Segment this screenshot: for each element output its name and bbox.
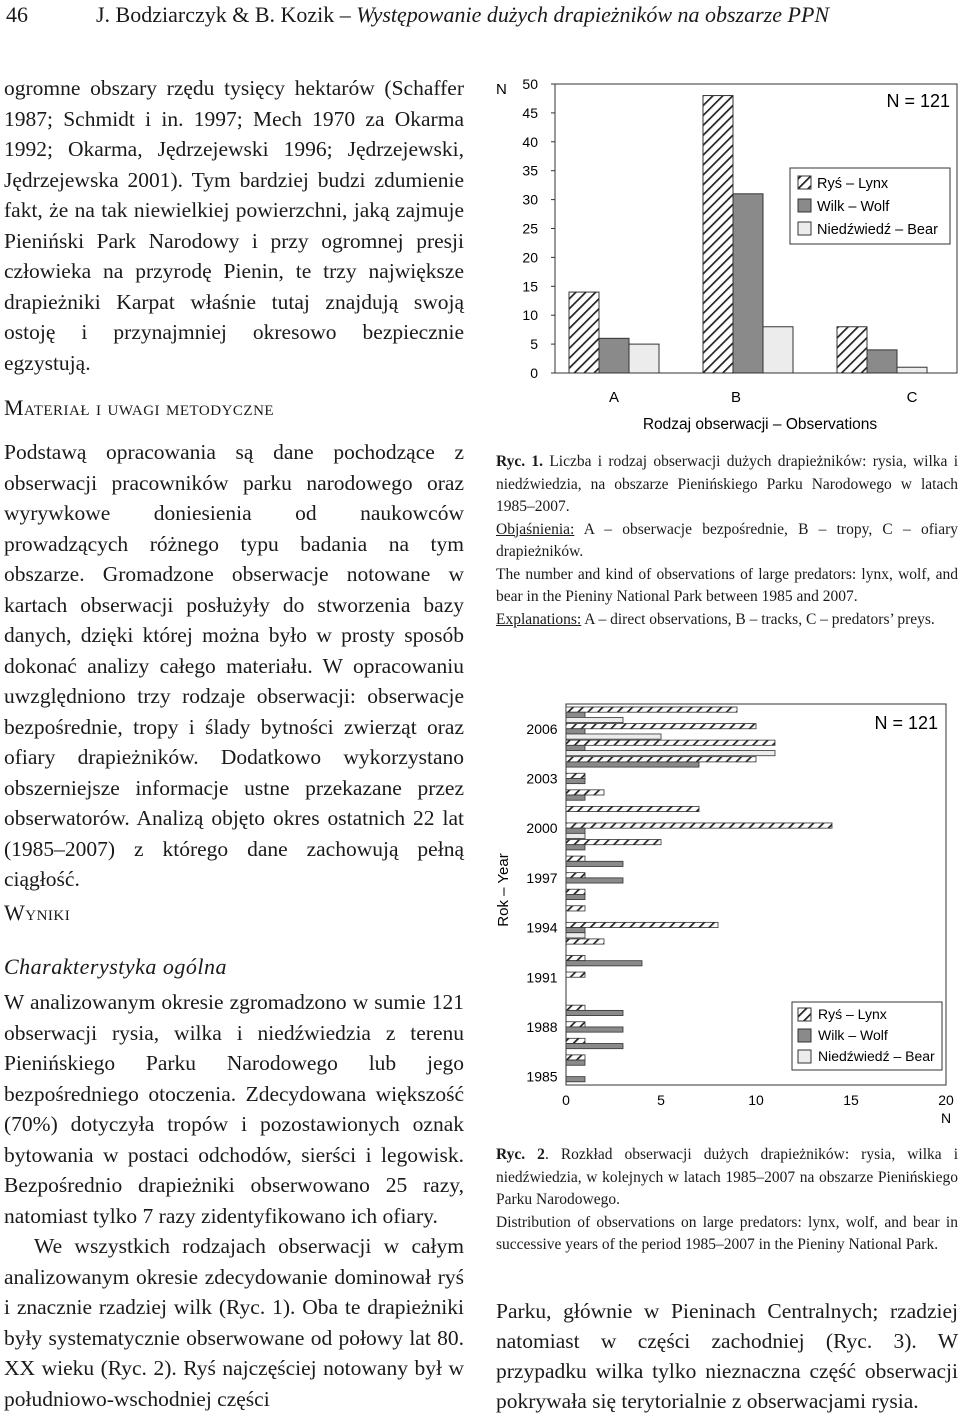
y-tick-label: 35 — [522, 162, 538, 179]
bar — [566, 795, 585, 800]
bar — [566, 751, 775, 756]
x-tick-label: 20 — [938, 1092, 954, 1108]
bar — [566, 762, 699, 767]
y-tick-label: 1997 — [526, 869, 558, 886]
bar — [566, 1010, 623, 1015]
bar — [566, 1022, 585, 1027]
bar — [566, 933, 585, 938]
bar — [566, 778, 585, 783]
bar — [566, 878, 623, 883]
legend-swatch — [798, 199, 811, 212]
bar — [599, 338, 629, 373]
y-tick-label: 2006 — [526, 720, 558, 737]
x-axis-label: N — [940, 1110, 952, 1126]
bar — [566, 745, 585, 750]
bar — [867, 350, 897, 373]
bar — [566, 707, 737, 712]
left-column-block-2 — [4, 437, 464, 895]
running-title-text: Występowanie dużych drapieżników na obszarze PPN — [356, 2, 830, 27]
left-column-block-1 — [4, 73, 464, 378]
section-heading-results — [4, 898, 464, 929]
legend-label: Ryś – Lynx — [817, 176, 889, 192]
chart-title: N = 121 — [874, 713, 938, 733]
legend-label: Wilk – Wolf — [818, 1027, 888, 1043]
bar — [566, 840, 661, 845]
x-axis-label: Rodzaj obserwacji – Observations — [642, 416, 878, 433]
bar — [566, 861, 623, 866]
y-tick-label: 1994 — [526, 919, 558, 936]
heading-methods: Materiał i uwagi metodyczne — [4, 395, 275, 420]
bar — [566, 1038, 585, 1043]
y-tick-label: 45 — [522, 104, 538, 121]
bar — [837, 327, 867, 373]
legend-swatch — [798, 176, 811, 189]
section-heading-methods — [4, 393, 464, 424]
paragraph-intro: ogromne obszary rzędu tysięcy hektarów (Schaffer 1987; Schmidt i in. 1997; Mech 1970 za Okarma 1992; Okarma, Jędrzejewski 1996; Jędrzejewski, Jędrzejewska 2001). Tym bardziej budzi zdumienie fakt, że na tak niewielkiej powierzchni, jaką zajmuje Pieniński Park Narodowy i przy ogromnej presji człowieka na przyrodę Pienin, te trzy największe drapieżniki Karpat właśnie tutaj znajdują swoją ostoję i przynajmniej okresowo bezpiecznie egzystują. — [4, 76, 464, 375]
bar — [566, 729, 585, 734]
bar — [566, 724, 756, 729]
x-tick-label: C — [906, 389, 918, 406]
x-tick-label: 0 — [562, 1092, 570, 1108]
fig2-caption-en: Distribution of observations on large predators: lynx, wolf, and bear in successive years of the period 1985–2007 in the Pieniny National Park. — [496, 1213, 958, 1253]
figure-1-caption — [496, 451, 958, 631]
paragraph-results-2: We wszystkich rodzajach obserwacji w całym analizowanym okresie zdecydowanie dominował ryś i znacznie rzadziej wilk (Ryc. 1). Oba te drapieżniki były systematycznie obserwowane od połowy lat 80. XX wieku (Ryc. 2). Ryś najczęściej notowany był w południowo-wschodniej części — [4, 1234, 464, 1411]
bar — [566, 1005, 585, 1010]
y-tick-label: 1988 — [526, 1019, 558, 1036]
bar — [566, 1027, 623, 1032]
heading-general: Charakterystyka ogólna — [4, 954, 228, 979]
y-tick-label: 30 — [522, 191, 538, 208]
bar — [566, 856, 585, 861]
y-tick-label: 20 — [522, 249, 538, 266]
y-axis-label: Rok – Year — [495, 853, 512, 927]
subsection-heading — [4, 952, 464, 983]
heading-results: Wyniki — [4, 900, 71, 925]
x-tick-label: A — [608, 389, 620, 406]
fig2-caption-pl: . Rozkład obserwacji dużych drapieżników: rysia, wilka i niedźwiedzia, w kolejnych w latach 1985–2007 na obszarze Pienińskiego Parku Narodowego. — [496, 1146, 958, 1208]
legend-swatch — [798, 222, 811, 235]
legend-swatch — [798, 1029, 811, 1042]
fig2-label: Ryc. 2 — [496, 1146, 545, 1163]
x-tick-label: B — [730, 389, 742, 406]
y-tick-label: 1985 — [526, 1068, 558, 1085]
bar — [566, 873, 585, 878]
bar — [763, 327, 793, 373]
page-number: 46 — [6, 2, 28, 27]
bar — [629, 344, 659, 373]
fig1-label: Ryc. 1. — [496, 453, 544, 470]
legend-label: Wilk – Wolf — [817, 199, 890, 215]
bar — [566, 961, 642, 966]
legend-swatch — [798, 1050, 811, 1063]
y-axis-label: N — [496, 81, 507, 98]
y-tick-label: 1991 — [526, 969, 558, 986]
bar — [566, 845, 585, 850]
bar — [566, 922, 718, 927]
y-tick-label: 25 — [522, 220, 538, 237]
bar — [566, 939, 604, 944]
y-tick-label: 2003 — [526, 770, 558, 787]
y-tick-label: 40 — [522, 133, 538, 150]
y-tick-label: 0 — [530, 365, 538, 381]
bar — [569, 292, 599, 373]
fig1-expl-label: Objaśnienia: — [496, 520, 575, 538]
legend-label: Niedźwiedź – Bear — [817, 222, 938, 238]
page-header — [0, 0, 960, 50]
fig1-caption-pl: Liczba i rodzaj obserwacji dużych drapieżników: rysia, wilka i niedźwiedzia, na obszarze Pienińskiego Parku Narodowego w latach 1985–2007. — [496, 453, 959, 515]
right-column-text — [496, 1296, 958, 1416]
y-tick-label: 10 — [522, 307, 538, 324]
bar — [566, 894, 585, 899]
paragraph-methods: Podstawą opracowania są dane pochodzące z obserwacji pracowników parku narodowego oraz wyrywkowe doniesienia od naukowców prowadzących różnego typu badania na tym obszarze. Gromadzone obserwacje notowane w kartach obserwacji posłużyły do stworzenia bazy danych, dzięki której można było w prosty sposób dokonać analizy całego materiału. W opracowaniu uwzględniono trzy rodzaje obserwacji: obserwacje bezpośrednie, tropy i ślady bytności zwierząt oraz ofiary drapieżników. Dodatkowo wykorzystano obszerniejsze informacje ustne przekazane przez obserwatorów. Analizą objęto okres ostatnich 22 lat (1985–2007) z którego dane zachowują pełną ciągłość. — [4, 440, 464, 891]
x-tick-label: 10 — [748, 1092, 764, 1108]
bar — [566, 740, 775, 745]
legend-swatch — [798, 1008, 811, 1021]
bar — [566, 889, 585, 894]
y-tick-label: 50 — [522, 76, 538, 92]
bar — [566, 833, 585, 838]
figure-2-caption — [496, 1144, 958, 1257]
y-tick-label: 2000 — [526, 820, 558, 837]
bar — [566, 928, 585, 933]
y-tick-label: 5 — [530, 336, 538, 353]
legend-label: Ryś – Lynx — [818, 1006, 887, 1022]
x-tick-label: 15 — [843, 1092, 859, 1108]
bar — [566, 806, 699, 811]
bar — [566, 1077, 585, 1082]
y-tick-label: 15 — [522, 278, 538, 295]
bar — [566, 1044, 623, 1049]
figure-1-chart — [490, 70, 960, 440]
chart-title: N = 121 — [886, 91, 950, 111]
running-title — [96, 2, 829, 28]
paragraph-right-bottom: Parku, głównie w Pieninach Centralnych; rzadziej natomiast w części zachodniej (Ryc. 3). W przypadku wilka tylko nieznaczna część obserwacji pokrywała się terytorialnie z obserwacjami rysia. — [496, 1299, 958, 1413]
bar — [566, 757, 756, 762]
bar — [566, 972, 585, 977]
bar — [703, 96, 733, 373]
fig1-expl-en: A – direct observations, B – tracks, C – predators’ preys. — [581, 610, 935, 628]
fig1-expl-en-label: Explanations: — [496, 610, 582, 628]
bar — [566, 773, 585, 778]
figure-2-chart — [490, 700, 960, 1130]
bar — [566, 712, 585, 717]
bar — [566, 823, 832, 828]
bar — [566, 734, 661, 739]
fig1-caption-en: The number and kind of observations of large predators: lynx, wolf, and bear in the Pieniny National Park between 1985 and 2007. — [496, 565, 958, 605]
bar — [566, 955, 585, 960]
running-authors: J. Bodziarczyk & B. Kozik – — [96, 2, 357, 27]
bar — [733, 194, 763, 373]
bar — [566, 828, 585, 833]
x-tick-label: 5 — [657, 1092, 665, 1108]
bar — [566, 790, 604, 795]
bar — [897, 367, 927, 373]
bar — [566, 717, 623, 722]
bar — [566, 1055, 585, 1060]
bar — [566, 1060, 585, 1065]
left-column-block-3 — [4, 987, 464, 1414]
fig1-expl: A – obserwacje bezpośrednie, B – tropy, C – ofiary drapieżników. — [496, 520, 958, 560]
paragraph-results-1: W analizowanym okresie zgromadzono w sumie 121 obserwacji rysia, wilka i niedźwiedzia z terenu Pienińskiego Parku Narodowego lub jego bezpośredniego otoczenia. Zdecydowana większość (70%) dotyczyła tropów i pozostawionych oznak bytowania w postaci odchodów, sierści i legowisk. Bezpośrednio drapieżniki obserwowano 25 razy, natomiast tylko 7 razy zidentyfikowano ich ofiary. — [4, 990, 464, 1228]
legend-label: Niedźwiedź – Bear — [818, 1048, 935, 1064]
bar — [566, 906, 585, 911]
